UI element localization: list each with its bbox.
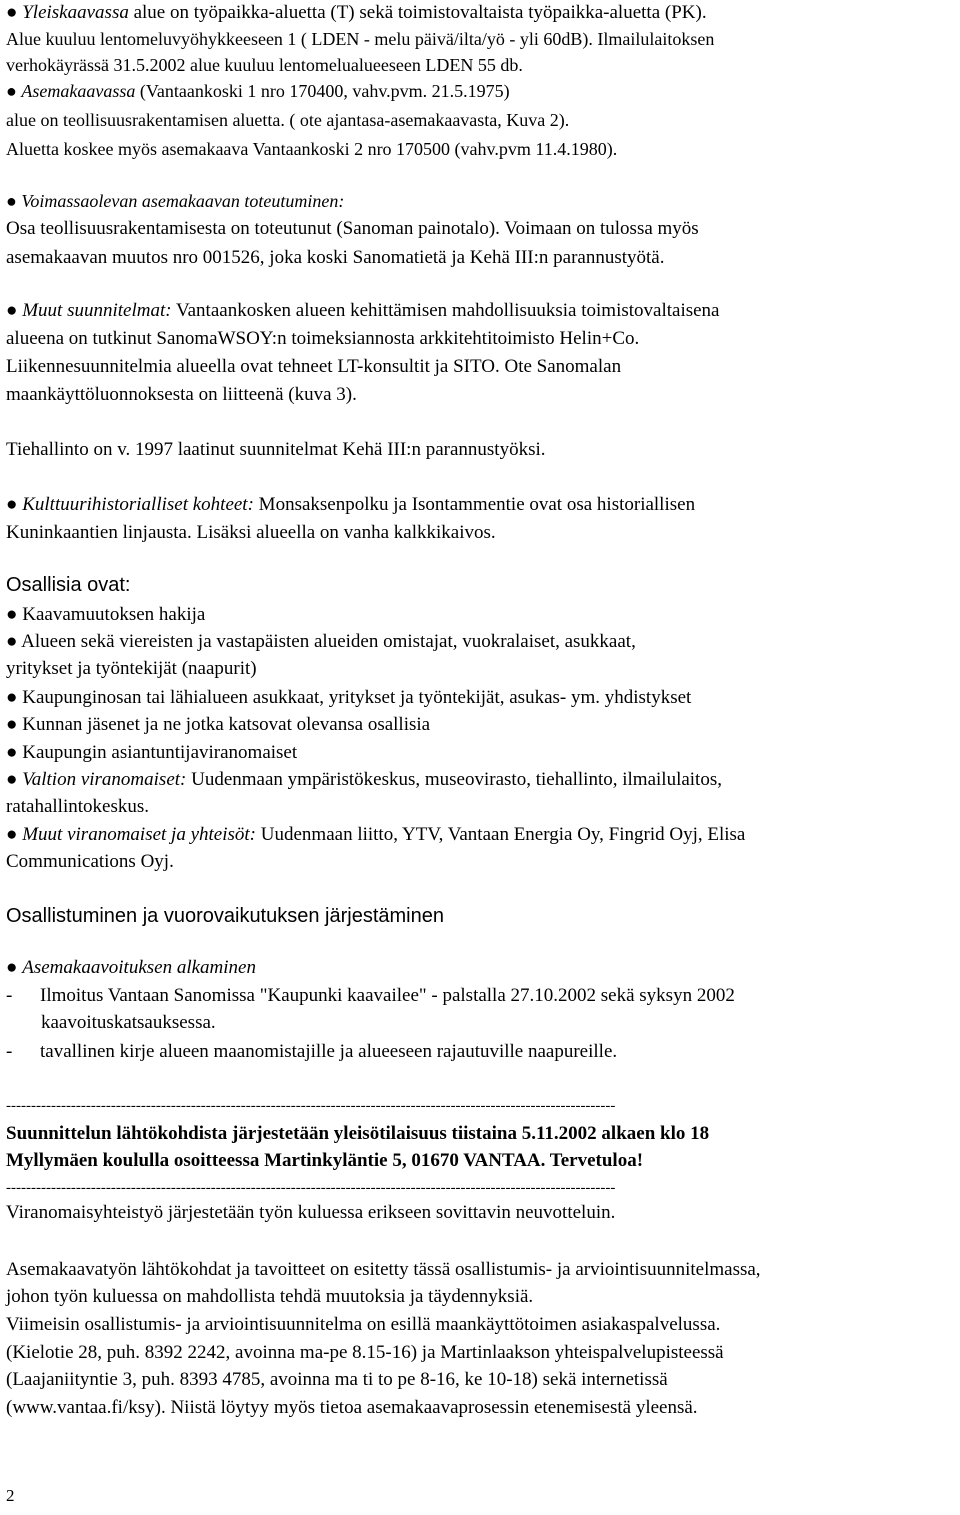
bullet-toteutuminen: ● Voimassaolevan asemakaavan toteutuminen: [6,191,345,211]
bullet-yleiskaava: ● Yleiskaavassa alue on työpaikka-aluetta (T) sekä toimistovaltaista työpaikka-aluetta (PK). [6,2,707,23]
text-line: Viimeisin osallistumis- ja arviointisuunnitelma on esillä maankäyttötoimen asiakaspalvelussa. [6,1314,721,1335]
text-line: (www.vantaa.fi/ksy). Niistä löytyy myös tietoa asemakaavaprosessin etenemisestä yleensä. [6,1397,698,1418]
text-line: kaavoituskatsauksessa. [41,1012,216,1033]
separator-line: -------------------------------------------------------------------------------------------------------------------------- [6,1180,616,1196]
heading-osallistuminen: Osallistuminen ja vuorovaikutuksen järjestäminen [6,905,444,927]
text-line: alue on teollisuusrakentamisen aluetta. ( ote ajantasa-asemakaavasta, Kuva 2). [6,110,570,130]
text-line: Tiehallinto on v. 1997 laatinut suunnitelmat Kehä III:n parannustyöksi. [6,439,546,460]
bullet-item: ● Kunnan jäsenet ja ne jotka katsovat olevansa osallisia [6,714,431,735]
text-line: Liikennesuunnitelmia alueella ovat tehneet LT-konsultit ja SITO. Ote Sanomalan [6,356,622,377]
event-announcement-line: Suunnittelun lähtökohdista järjestetään yleisötilaisuus tiistaina 5.11.2002 alkaen klo 18 [6,1123,710,1144]
bullet-item: ● Kaupungin asiantuntijaviranomaiset [6,742,298,763]
bullet-valtion-viranomaiset: ● Valtion viranomaiset: Uudenmaan ympäristökeskus, museovirasto, tiehallinto, ilmailulaitos, [6,769,722,790]
bullet-asemakaava: ● Asemakaavassa (Vantaankoski 1 nro 170400, vahv.pvm. 21.5.1975) [6,81,510,101]
text-line: (Laajaniityntie 3, puh. 8393 4785, avoinna ma ti to pe 8-16, ke 10-18) sekä internetissä [6,1369,668,1390]
text-line: asemakaavan muutos nro 001526, joka koski Sanomatietä ja Kehä III:n parannustyötä. [6,247,665,268]
separator-line: -------------------------------------------------------------------------------------------------------------------------- [6,1098,616,1114]
bullet-kulttuurihistorialliset: ● Kulttuurihistorialliset kohteet: Monsaksenpolku ja Isontammentie ovat osa historiallisen [6,494,696,515]
text-line: maankäyttöluonnoksesta on liitteenä (kuva 3). [6,384,357,405]
text-line: Osa teollisuusrakentamisesta on toteutunut (Sanoman painotalo). Voimaan on tulossa myös [6,218,699,239]
text-line: ratahallintokeskus. [6,796,149,817]
bullet-muut-viranomaiset: ● Muut viranomaiset ja yhteisöt: Uudenmaan liitto, YTV, Vantaan Energia Oy, Fingrid Oyj, Elisa [6,824,746,845]
text-line: johon työn kuluessa on mahdollista tehdä muutoksia ja täydennyksiä. [6,1286,534,1307]
event-announcement-line: Myllymäen koululla osoitteessa Martinkyläntie 5, 01670 VANTAA. Tervetuloa! [6,1150,644,1171]
bullet-item: ● Alueen sekä viereisten ja vastapäisten alueiden omistajat, vuokralaiset, asukkaat, [6,631,636,652]
bullet-asemakaavoitus: ● Asemakaavoituksen alkaminen [6,957,256,978]
bullet-muut-suunnitelmat: ● Muut suunnitelmat: Vantaankosken alueen kehittämisen mahdollisuuksia toimistovaltaisena [6,300,720,321]
text-line: (Kielotie 28, puh. 8392 2242, avoinna ma-pe 8.15-16) ja Martinlaakson yhteispalvelupisteessä [6,1342,724,1363]
text-line: Communications Oyj. [6,851,174,872]
heading-osallisia: Osallisia ovat: [6,574,131,596]
bullet-item: ● Kaavamuutoksen hakija [6,604,206,625]
text-line: verhokäyrässä 31.5.2002 alue kuuluu lentomelualueeseen LDEN 55 db. [6,55,523,75]
text-line: Kuninkaantien linjausta. Lisäksi alueella on vanha kalkkikaivos. [6,522,496,543]
text-line: Aluetta koskee myös asemakaava Vantaankoski 2 nro 170500 (vahv.pvm 11.4.1980). [6,139,618,159]
text-line: Viranomaisyhteistyö järjestetään työn kuluessa erikseen sovittavin neuvotteluin. [6,1202,616,1223]
text-line: yritykset ja työntekijät (naapurit) [6,658,257,679]
text-line: alueena on tutkinut SanomaWSOY:n toimeksiannosta arkkitehtitoimisto Helin+Co. [6,328,640,349]
page-number: 2 [6,1486,15,1505]
text-line: Asemakaavatyön lähtökohdat ja tavoitteet on esitetty tässä osallistumis- ja arviointisuunnitelmassa, [6,1259,761,1280]
text-line: Alue kuuluu lentomeluvyöhykkeeseen 1 ( LDEN - melu päivä/ilta/yö - yli 60dB). Ilmailulaitoksen [6,29,715,49]
bullet-item: ● Kaupunginosan tai lähialueen asukkaat, yritykset ja työntekijät, asukas- ym. yhdistykset [6,687,692,708]
